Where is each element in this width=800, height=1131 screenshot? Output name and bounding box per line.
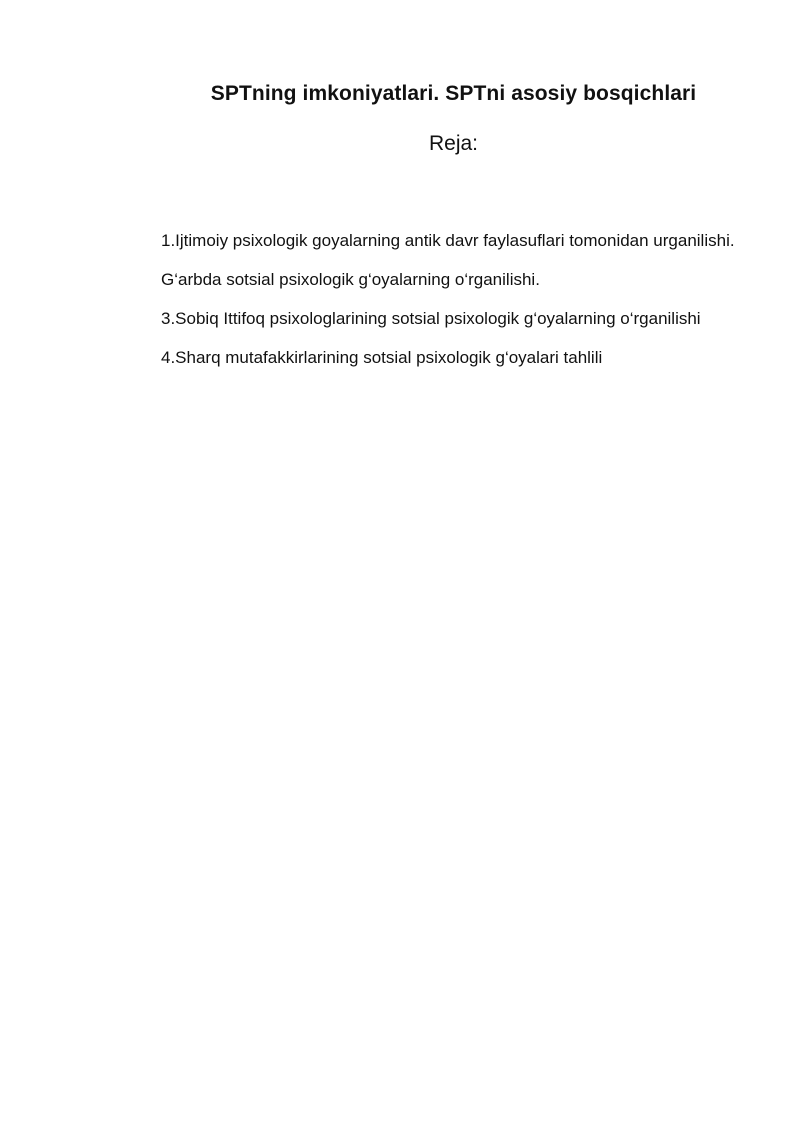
plan-item: G‘arbda sotsial psixologik g‘oyalarning o‘rganilishi. — [161, 270, 540, 289]
plan-item: 4.Sharq mutafakkirlarining sotsial psixologik g‘oyalari tahlili — [161, 348, 603, 367]
plan-item: 1.Ijtimoiy psixologik goyalarning antik davr faylasuflari tomonidan urganilishi. — [161, 231, 735, 250]
plan-heading: Reja: — [428, 132, 479, 155]
plan-list — [131, 221, 742, 377]
document-title: SPTning imkoniyatlari. SPTni asosiy bosqichlari — [210, 82, 697, 105]
plan-item: 3.Sobiq Ittifoq psixologlarining sotsial psixologik g‘oyalarning o‘rganilishi — [161, 309, 701, 328]
